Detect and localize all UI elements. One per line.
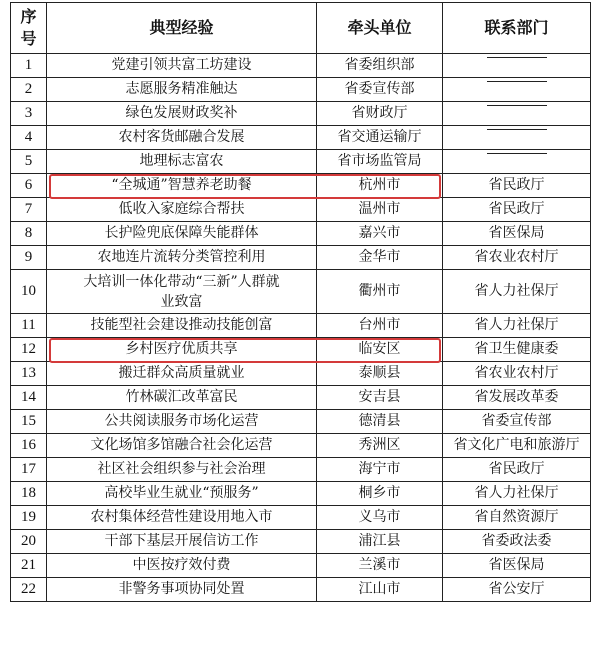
table-row bbox=[11, 78, 591, 102]
empty-dash bbox=[487, 153, 547, 171]
empty-dash bbox=[487, 105, 547, 123]
lead-unit-cell: 德清县 bbox=[317, 410, 443, 434]
row-number-cell: 15 bbox=[11, 410, 47, 434]
row-number-cell: 4 bbox=[11, 126, 47, 150]
row-number-cell: 7 bbox=[11, 198, 47, 222]
experience-cell: 公共阅读服务市场化运营 bbox=[47, 410, 317, 434]
table-row bbox=[11, 506, 591, 530]
table-row bbox=[11, 362, 591, 386]
contact-dept-cell: 省人力社保厅 bbox=[443, 270, 591, 314]
header-lead-unit: 牵头单位 bbox=[317, 3, 443, 54]
contact-dept-cell: 省医保局 bbox=[443, 222, 591, 246]
contact-dept-cell: 省民政厅 bbox=[443, 198, 591, 222]
table-row bbox=[11, 222, 591, 246]
empty-dash bbox=[487, 81, 547, 99]
lead-unit-cell: 省市场监管局 bbox=[317, 150, 443, 174]
row-number-cell: 2 bbox=[11, 78, 47, 102]
table-row bbox=[11, 386, 591, 410]
lead-unit-cell: 浦江县 bbox=[317, 530, 443, 554]
table-row bbox=[11, 270, 591, 314]
experience-cell: 中医按疗效付费 bbox=[47, 554, 317, 578]
experience-cell: 大培训一体化带动“三新”人群就业致富 bbox=[47, 270, 317, 314]
lead-unit-cell: 省交通运输厅 bbox=[317, 126, 443, 150]
experience-cell: 干部下基层开展信访工作 bbox=[47, 530, 317, 554]
table-row bbox=[11, 434, 591, 458]
contact-dept-cell bbox=[443, 54, 591, 78]
contact-dept-cell: 省委宣传部 bbox=[443, 410, 591, 434]
lead-unit-cell: 衢州市 bbox=[317, 270, 443, 314]
table-row bbox=[11, 314, 591, 338]
experience-cell: 技能型社会建设推动技能创富 bbox=[47, 314, 317, 338]
lead-unit-cell: 江山市 bbox=[317, 578, 443, 602]
lead-unit-cell: 义乌市 bbox=[317, 506, 443, 530]
contact-dept-cell: 省发展改革委 bbox=[443, 386, 591, 410]
row-number-cell: 6 bbox=[11, 174, 47, 198]
lead-unit-cell: 嘉兴市 bbox=[317, 222, 443, 246]
row-number-cell: 8 bbox=[11, 222, 47, 246]
contact-dept-cell: 省卫生健康委 bbox=[443, 338, 591, 362]
experience-cell: 农地连片流转分类管控利用 bbox=[47, 246, 317, 270]
lead-unit-cell: 临安区 bbox=[317, 338, 443, 362]
lead-unit-cell: 金华市 bbox=[317, 246, 443, 270]
table-row bbox=[11, 198, 591, 222]
contact-dept-cell bbox=[443, 150, 591, 174]
experience-cell: 社区社会组织参与社会治理 bbox=[47, 458, 317, 482]
row-number-cell: 21 bbox=[11, 554, 47, 578]
row-number-cell: 10 bbox=[11, 270, 47, 314]
table-row bbox=[11, 554, 591, 578]
table-row bbox=[11, 174, 591, 198]
empty-dash bbox=[487, 129, 547, 147]
contact-dept-cell: 省人力社保厅 bbox=[443, 482, 591, 506]
table-row bbox=[11, 482, 591, 506]
header-contact-dept: 联系部门 bbox=[443, 3, 591, 54]
experience-cell: 高校毕业生就业“预服务” bbox=[47, 482, 317, 506]
row-number-cell: 18 bbox=[11, 482, 47, 506]
row-number-cell: 13 bbox=[11, 362, 47, 386]
table-row bbox=[11, 530, 591, 554]
contact-dept-cell bbox=[443, 126, 591, 150]
lead-unit-cell: 桐乡市 bbox=[317, 482, 443, 506]
lead-unit-cell: 杭州市 bbox=[317, 174, 443, 198]
experience-cell: 文化场馆多馆融合社会化运营 bbox=[47, 434, 317, 458]
experience-cell: 农村客货邮融合发展 bbox=[47, 126, 317, 150]
table-row bbox=[11, 578, 591, 602]
table-row bbox=[11, 338, 591, 362]
contact-dept-cell: 省民政厅 bbox=[443, 458, 591, 482]
contact-dept-cell: 省农业农村厅 bbox=[443, 246, 591, 270]
experience-cell: 党建引领共富工坊建设 bbox=[47, 54, 317, 78]
experience-cell: 乡村医疗优质共享 bbox=[47, 338, 317, 362]
experience-cell: “全城通”智慧养老助餐 bbox=[47, 174, 317, 198]
row-number-cell: 22 bbox=[11, 578, 47, 602]
lead-unit-cell: 温州市 bbox=[317, 198, 443, 222]
row-number-cell: 5 bbox=[11, 150, 47, 174]
contact-dept-cell bbox=[443, 78, 591, 102]
table-row bbox=[11, 150, 591, 174]
row-number-cell: 12 bbox=[11, 338, 47, 362]
experience-table-container bbox=[10, 2, 590, 602]
experience-table bbox=[10, 2, 591, 602]
table-row bbox=[11, 102, 591, 126]
contact-dept-cell: 省农业农村厅 bbox=[443, 362, 591, 386]
header-no: 序号 bbox=[11, 3, 47, 54]
empty-dash bbox=[487, 57, 547, 75]
contact-dept-cell: 省文化广电和旅游厅 bbox=[443, 434, 591, 458]
contact-dept-cell: 省人力社保厅 bbox=[443, 314, 591, 338]
lead-unit-cell: 台州市 bbox=[317, 314, 443, 338]
lead-unit-cell: 安吉县 bbox=[317, 386, 443, 410]
experience-cell: 低收入家庭综合帮扶 bbox=[47, 198, 317, 222]
table-row bbox=[11, 458, 591, 482]
table-body bbox=[11, 54, 591, 602]
row-number-cell: 3 bbox=[11, 102, 47, 126]
experience-cell: 竹林碳汇改革富民 bbox=[47, 386, 317, 410]
contact-dept-cell: 省委政法委 bbox=[443, 530, 591, 554]
experience-cell: 志愿服务精准触达 bbox=[47, 78, 317, 102]
header-experience: 典型经验 bbox=[47, 3, 317, 54]
contact-dept-cell: 省民政厅 bbox=[443, 174, 591, 198]
lead-unit-cell: 泰顺县 bbox=[317, 362, 443, 386]
contact-dept-cell: 省医保局 bbox=[443, 554, 591, 578]
contact-dept-cell bbox=[443, 102, 591, 126]
experience-cell: 农村集体经营性建设用地入市 bbox=[47, 506, 317, 530]
row-number-cell: 11 bbox=[11, 314, 47, 338]
lead-unit-cell: 秀洲区 bbox=[317, 434, 443, 458]
row-number-cell: 20 bbox=[11, 530, 47, 554]
contact-dept-cell: 省自然资源厅 bbox=[443, 506, 591, 530]
lead-unit-cell: 省财政厅 bbox=[317, 102, 443, 126]
lead-unit-cell: 海宁市 bbox=[317, 458, 443, 482]
row-number-cell: 17 bbox=[11, 458, 47, 482]
lead-unit-cell: 兰溪市 bbox=[317, 554, 443, 578]
table-row bbox=[11, 410, 591, 434]
row-number-cell: 1 bbox=[11, 54, 47, 78]
table-row bbox=[11, 246, 591, 270]
experience-cell: 绿色发展财政奖补 bbox=[47, 102, 317, 126]
lead-unit-cell: 省委宣传部 bbox=[317, 78, 443, 102]
row-number-cell: 16 bbox=[11, 434, 47, 458]
contact-dept-cell: 省公安厅 bbox=[443, 578, 591, 602]
table-row bbox=[11, 54, 591, 78]
experience-cell: 地理标志富农 bbox=[47, 150, 317, 174]
row-number-cell: 19 bbox=[11, 506, 47, 530]
table-header-row bbox=[11, 3, 591, 54]
lead-unit-cell: 省委组织部 bbox=[317, 54, 443, 78]
experience-cell: 长护险兜底保障失能群体 bbox=[47, 222, 317, 246]
table-row bbox=[11, 126, 591, 150]
experience-cell: 搬迁群众高质量就业 bbox=[47, 362, 317, 386]
row-number-cell: 14 bbox=[11, 386, 47, 410]
row-number-cell: 9 bbox=[11, 246, 47, 270]
experience-cell: 非警务事项协同处置 bbox=[47, 578, 317, 602]
